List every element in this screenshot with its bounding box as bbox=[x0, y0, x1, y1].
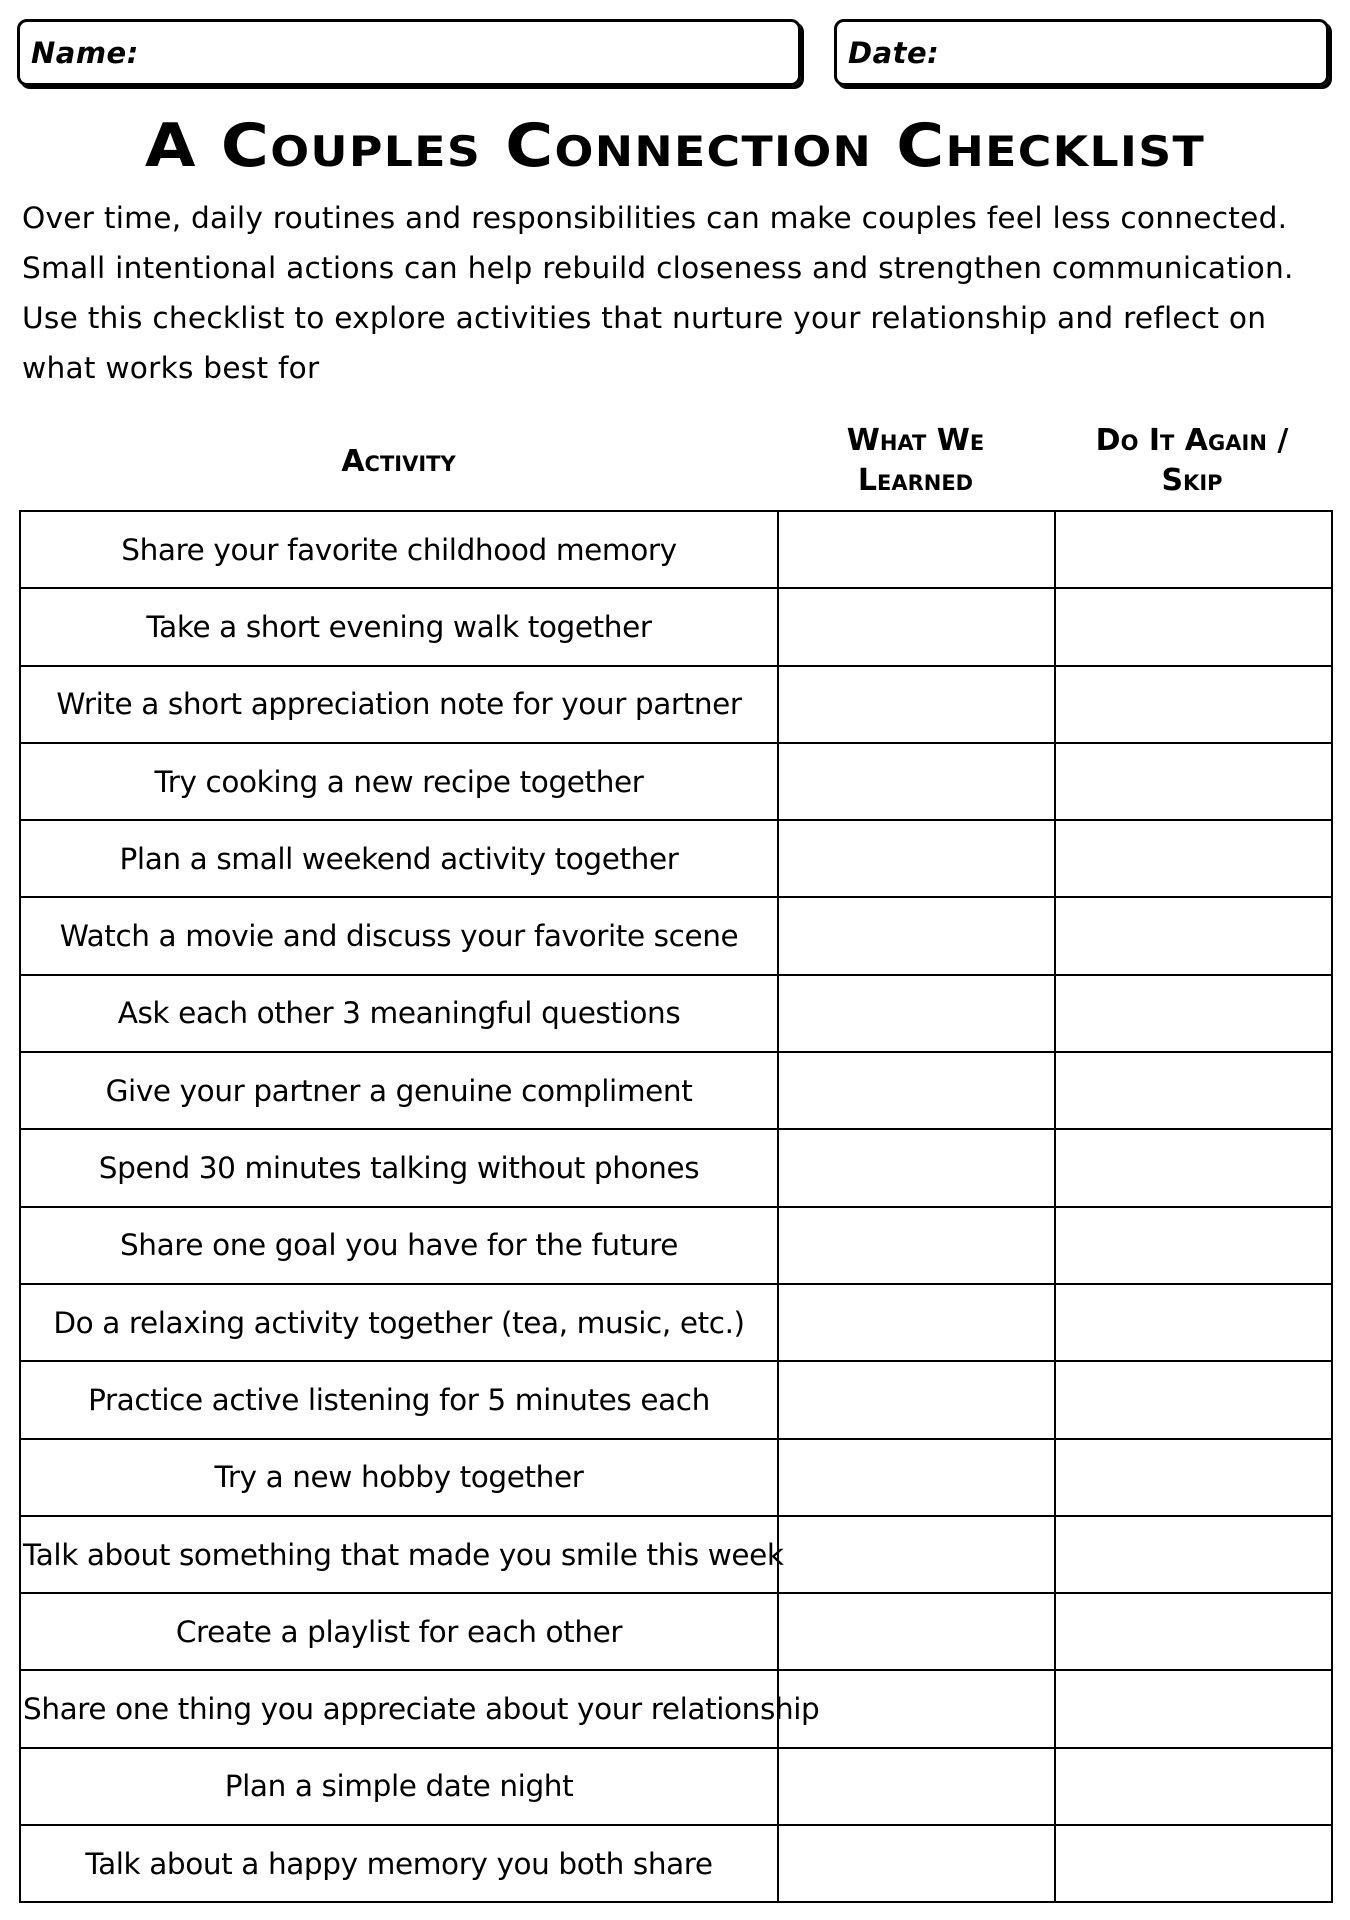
column-header-activity bbox=[20, 442, 777, 482]
do-it-again-skip-cell[interactable] bbox=[1055, 1670, 1332, 1747]
table-row bbox=[20, 1516, 1332, 1593]
what-we-learned-cell[interactable] bbox=[778, 743, 1055, 820]
date-label: Date: bbox=[848, 35, 940, 70]
activity-cell: Share one thing you appreciate about your relationship bbox=[20, 1670, 778, 1747]
table-row bbox=[20, 743, 1332, 820]
table-row bbox=[20, 1052, 1332, 1129]
what-we-learned-cell[interactable] bbox=[778, 1207, 1055, 1284]
what-we-learned-cell[interactable] bbox=[778, 588, 1055, 665]
what-we-learned-cell[interactable] bbox=[778, 1670, 1055, 1747]
table-row bbox=[20, 975, 1332, 1052]
table-row bbox=[20, 1439, 1332, 1516]
what-we-learned-cell[interactable] bbox=[778, 1516, 1055, 1593]
do-it-again-skip-cell[interactable] bbox=[1055, 1593, 1332, 1670]
what-we-learned-cell[interactable] bbox=[778, 1748, 1055, 1825]
do-it-again-skip-cell[interactable] bbox=[1055, 820, 1332, 897]
activity-cell: Plan a simple date night bbox=[20, 1748, 778, 1825]
table-row bbox=[20, 820, 1332, 897]
activity-cell: Create a playlist for each other bbox=[20, 1593, 778, 1670]
do-it-again-skip-cell[interactable] bbox=[1055, 1748, 1332, 1825]
activity-cell: Try a new hobby together bbox=[20, 1439, 778, 1516]
do-it-again-skip-cell[interactable] bbox=[1055, 1052, 1332, 1129]
activity-cell: Plan a small weekend activity together bbox=[20, 820, 778, 897]
table-row bbox=[20, 1207, 1332, 1284]
what-we-learned-cell[interactable] bbox=[778, 511, 1055, 588]
do-it-again-skip-cell[interactable] bbox=[1055, 588, 1332, 665]
table-row bbox=[20, 1670, 1332, 1747]
activity-cell: Share your favorite childhood memory bbox=[20, 511, 778, 588]
do-it-again-skip-cell[interactable] bbox=[1055, 1516, 1332, 1593]
activity-cell: Practice active listening for 5 minutes each bbox=[20, 1361, 778, 1438]
do-it-again-skip-cell[interactable] bbox=[1055, 1439, 1332, 1516]
checklist-table bbox=[19, 510, 1333, 1903]
activity-cell: Take a short evening walk together bbox=[20, 588, 778, 665]
table-row bbox=[20, 1129, 1332, 1206]
name-label: Name: bbox=[31, 35, 139, 70]
activity-cell: Give your partner a genuine compliment bbox=[20, 1052, 778, 1129]
do-it-again-skip-cell[interactable] bbox=[1055, 897, 1332, 974]
intro-line: Use this checklist to explore activities that nurture your relationship and reflect on bbox=[22, 301, 1267, 335]
table-row bbox=[20, 511, 1332, 588]
column-header-learned-line2: Learned bbox=[857, 463, 974, 498]
do-it-again-skip-cell[interactable] bbox=[1055, 666, 1332, 743]
do-it-again-skip-cell[interactable] bbox=[1055, 1825, 1332, 1902]
table-row bbox=[20, 1825, 1332, 1902]
do-it-again-skip-cell[interactable] bbox=[1055, 1207, 1332, 1284]
intro-line: Over time, daily routines and responsibilities can make couples feel less connected. bbox=[22, 201, 1288, 235]
what-we-learned-cell[interactable] bbox=[778, 1052, 1055, 1129]
activity-cell: Write a short appreciation note for your partner bbox=[20, 666, 778, 743]
table-row bbox=[20, 666, 1332, 743]
table-row bbox=[20, 1284, 1332, 1361]
name-field[interactable] bbox=[17, 19, 801, 86]
what-we-learned-cell[interactable] bbox=[778, 1825, 1055, 1902]
activity-cell: Ask each other 3 meaningful questions bbox=[20, 975, 778, 1052]
activity-cell: Do a relaxing activity together (tea, music, etc.) bbox=[20, 1284, 778, 1361]
activity-cell: Watch a movie and discuss your favorite scene bbox=[20, 897, 778, 974]
table-row bbox=[20, 1748, 1332, 1825]
what-we-learned-cell[interactable] bbox=[778, 1129, 1055, 1206]
do-it-again-skip-cell[interactable] bbox=[1055, 1284, 1332, 1361]
column-header-do-it-again-skip bbox=[1054, 421, 1330, 501]
what-we-learned-cell[interactable] bbox=[778, 666, 1055, 743]
do-it-again-skip-cell[interactable] bbox=[1055, 1361, 1332, 1438]
date-field[interactable] bbox=[834, 19, 1329, 86]
what-we-learned-cell[interactable] bbox=[778, 1439, 1055, 1516]
intro-paragraph bbox=[22, 193, 1342, 393]
column-header-again-line2: Skip bbox=[1161, 463, 1223, 498]
do-it-again-skip-cell[interactable] bbox=[1055, 511, 1332, 588]
what-we-learned-cell[interactable] bbox=[778, 1361, 1055, 1438]
table-row bbox=[20, 897, 1332, 974]
activity-cell: Try cooking a new recipe together bbox=[20, 743, 778, 820]
column-header-what-we-learned bbox=[777, 421, 1054, 501]
column-header-activity-label: Activity bbox=[341, 444, 456, 479]
table-row bbox=[20, 1361, 1332, 1438]
what-we-learned-cell[interactable] bbox=[778, 1593, 1055, 1670]
activity-cell: Share one goal you have for the future bbox=[20, 1207, 778, 1284]
do-it-again-skip-cell[interactable] bbox=[1055, 1129, 1332, 1206]
intro-line: Small intentional actions can help rebuild closeness and strengthen communication. bbox=[22, 251, 1294, 285]
table-row bbox=[20, 1593, 1332, 1670]
table-row bbox=[20, 588, 1332, 665]
column-header-learned-line1: What We bbox=[846, 423, 985, 458]
activity-cell: Talk about something that made you smile this week bbox=[20, 1516, 778, 1593]
what-we-learned-cell[interactable] bbox=[778, 975, 1055, 1052]
checklist-body bbox=[20, 511, 1332, 1902]
activity-cell: Spend 30 minutes talking without phones bbox=[20, 1129, 778, 1206]
what-we-learned-cell[interactable] bbox=[778, 820, 1055, 897]
what-we-learned-cell[interactable] bbox=[778, 1284, 1055, 1361]
what-we-learned-cell[interactable] bbox=[778, 897, 1055, 974]
column-header-again-line1: Do It Again / bbox=[1095, 423, 1289, 458]
page-title: A Couples Connection Checklist bbox=[144, 111, 1206, 181]
activity-cell: Talk about a happy memory you both share bbox=[20, 1825, 778, 1902]
do-it-again-skip-cell[interactable] bbox=[1055, 975, 1332, 1052]
intro-line: what works best for bbox=[22, 351, 320, 385]
do-it-again-skip-cell[interactable] bbox=[1055, 743, 1332, 820]
